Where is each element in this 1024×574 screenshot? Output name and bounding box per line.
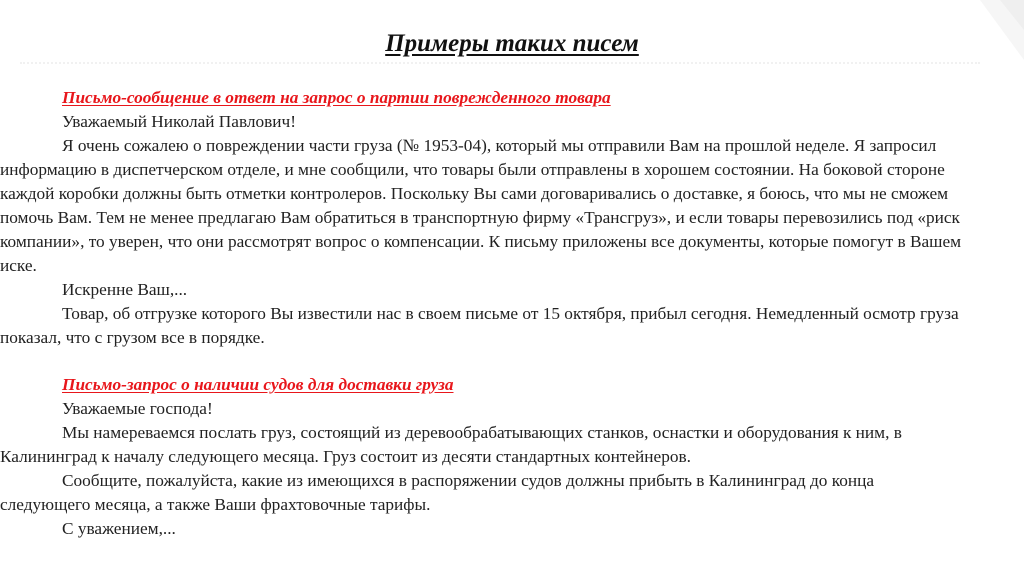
letter-heading: Письмо-запрос о наличии судов для доставки груза [62,375,454,394]
letter-section-1 [0,86,962,350]
slide-title: Примеры таких писем [385,30,639,57]
letter-closing: С уважением,... [62,519,176,538]
letter-reply-wrap [0,302,962,350]
letter-body: Мы намереваемся послать груз, состоящий из деревообрабатывающих станков, оснастки и оборудования к ним, в Калининград к началу следующего месяца. Груз состоит из десяти стандартных контейнеров. [0,423,902,466]
letter-reply: Товар, об отгрузке которого Вы известили нас в своем письме от 15 октября, прибыл сегодня. Немедленный осмотр груза показал, что с грузом все в порядке. [0,304,959,347]
letters-content [0,86,962,541]
letter-request-wrap [0,469,962,517]
letter-body-wrap [0,134,962,278]
letter-body-wrap [0,421,962,469]
letter-greeting: Уважаемый Николай Павлович! [62,112,297,131]
letter-body: Я очень сожалею о повреждении части груза (№ 1953-04), который мы отправили Вам на прошлой неделе. Я запросил информацию в диспетчерском отделе, и мне сообщили, что товары были отправлены в хорошем состоянии. На боковой стороне каждой коробки должны быть отметки контролеров. Поскольку Вы сами договаривались о доставке, я боюсь, что мы не сможем помочь Вам. Тем не менее предлагаю Вам обратиться в транспортную фирму «Трансгруз», и если товары перевозились под «риск компании», то уверен, что они рассмотрят вопрос о компенсации. К письму приложены все документы, которые помогут в Вашем иске. [0,136,962,275]
letter-request: Сообщите, пожалуйста, какие из имеющихся в распоряжении судов должны прибыть в Калининград до конца следующего месяца, а также Ваши фрахтовочные тарифы. [0,471,875,514]
letter-heading: Письмо-сообщение в ответ на запрос о партии поврежденного товара [62,88,611,107]
letter-closing: Искренне Ваш,... [62,280,188,299]
letter-section-2 [0,373,962,541]
corner-decoration [960,0,1024,574]
title-divider [20,62,980,64]
letter-greeting: Уважаемые господа! [62,399,213,418]
